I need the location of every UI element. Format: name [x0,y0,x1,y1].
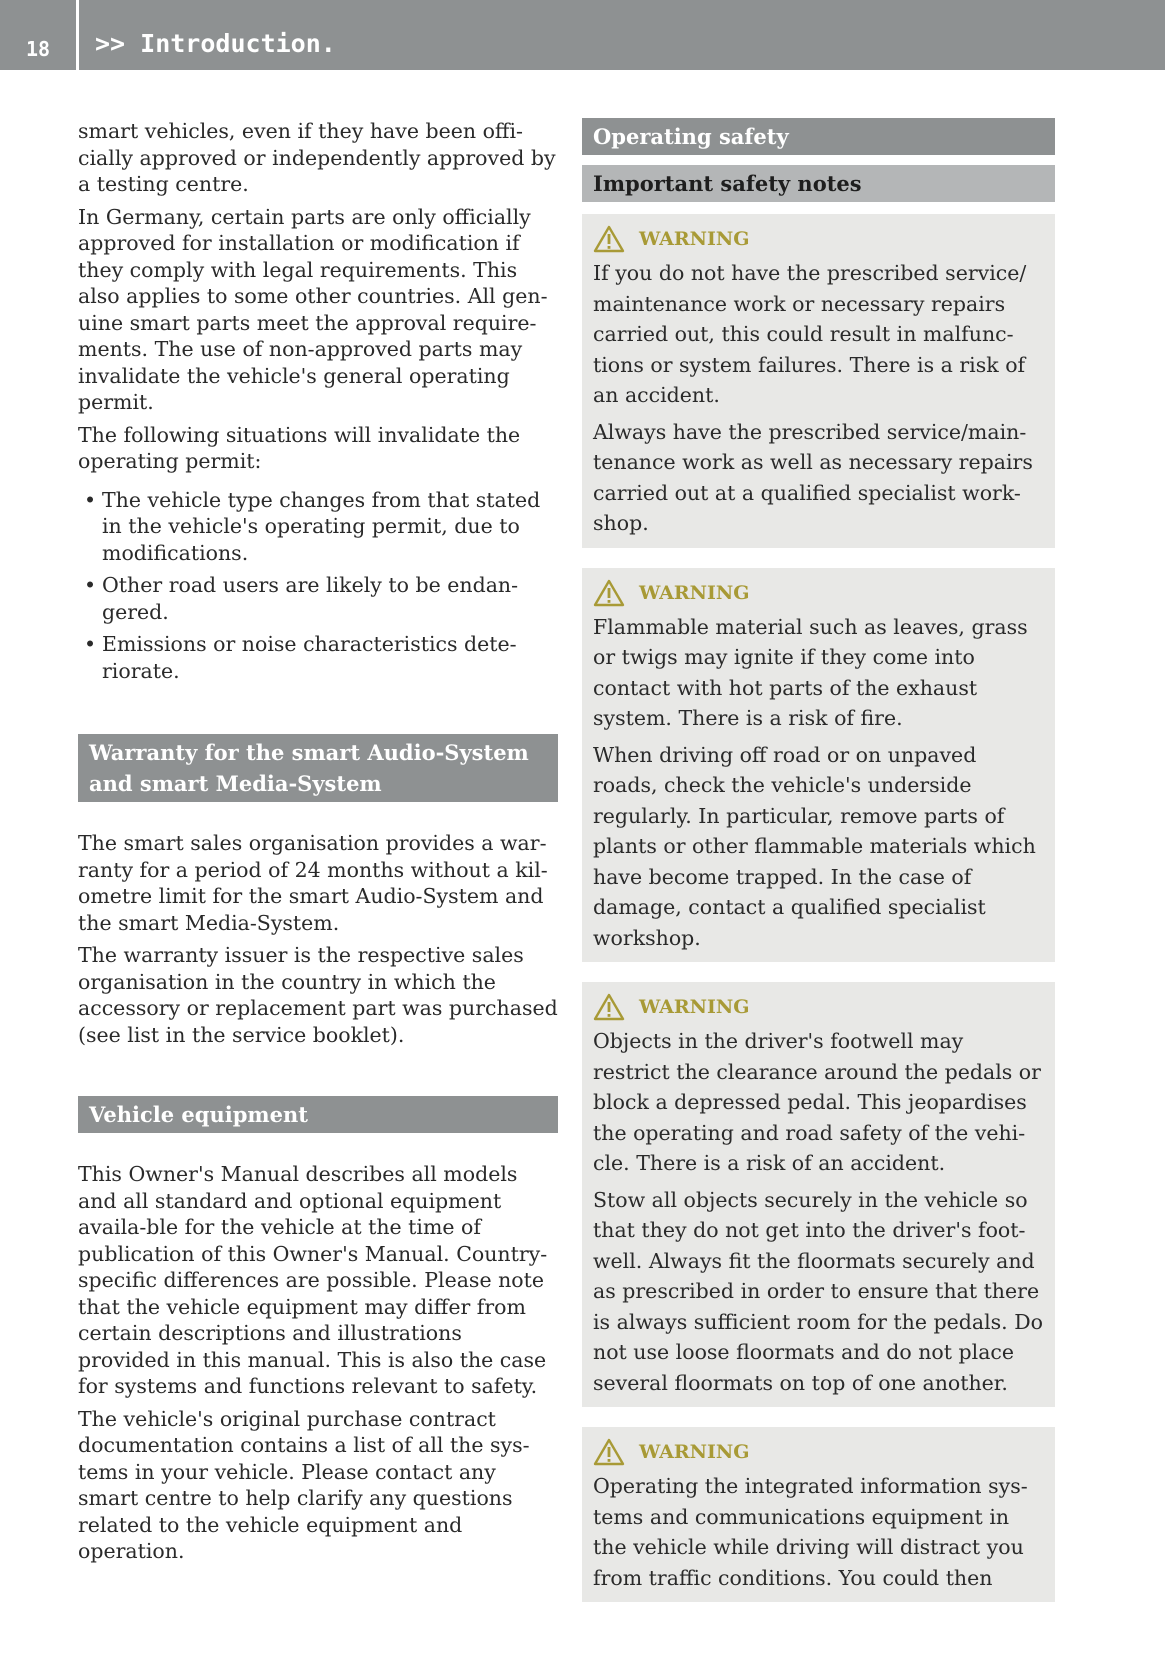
bullet-item: • The vehicle type changes from that stated in the vehicle's operating permit, due to modifications. [78,487,558,567]
warning-label: WARNING [639,228,750,250]
warning-text: Objects in the driver's footwell may restrict the clearance around the pedals or block a depressed pedal. This jeopardises the operating and road safety of the vehi-cle. There is a risk of an accident. [593,1029,1041,1175]
warning-text: Always have the prescribed service/main-tenance work as well as necessary repairs carried out at a qualified specialist work-shop. [593,419,1033,535]
warning-triangle-icon [593,1438,625,1466]
bullet-item: • Emissions or noise characteristics dete-riorate. [78,631,558,684]
subsection-heading-safety-notes: Important safety notes [582,165,1055,202]
warning-box [582,982,1055,1407]
section-heading-operating-safety: Operating safety [582,118,1055,155]
paragraph: smart vehicles, even if they have been offi-cially approved or independently approved by a testing centre. [78,119,556,196]
warning-label: WARNING [639,1441,750,1463]
warning-triangle-icon [593,225,625,253]
warning-box [582,568,1055,963]
warning-title [593,224,1044,254]
paragraph: The vehicle's original purchase contract documentation contains a list of all the sys-tems in your vehicle. Please contact any smart centre to help clarify any questions related to the vehicle equipment and operation. [78,1406,530,1563]
warning-label: WARNING [639,581,750,604]
paragraph: The following situations will invalidate the operating permit: [78,422,521,473]
section-heading-warranty: Warranty for the smart Audio-System and smart Media-System [78,734,558,802]
warning-title [593,578,1044,608]
paragraph: In Germany, certain parts are only officially approved for installation or modification if they comply with legal requirements. This also applies to some other countries. All gen-uine smart parts meet the approval require-ments. The use of non-approved parts may invalidate the vehicle's general operating permit. [78,204,548,414]
warning-box [582,1427,1055,1602]
chapter-title: >> Introduction. [95,29,336,58]
warning-title [593,992,1044,1022]
left-column [78,118,558,1571]
warning-text: If you do not have the prescribed service/ maintenance work or necessary repairs carried out, this could result in malfunc-tions or system failures. There is a risk of an accident. [593,261,1027,407]
paragraph: This Owner's Manual describes all models and all standard and optional equipment availa-ble for the vehicle at the time of publication of this Owner's Manual. Country-specific differences are possible. Please note that the vehicle equipment may differ from certain descriptions and illustrations provided in this manual. This is also the case for systems and functions relevant to safety. [78,1162,548,1398]
bullet-list [78,487,558,685]
paragraph: The smart sales organisation provides a war-ranty for a period of 24 months without a kil-ometre limit for the smart Audio-System and the smart Media-System. [78,831,548,935]
warning-triangle-icon [593,579,625,607]
bullet-item: • Other road users are likely to be endan-gered. [78,572,558,625]
warning-title [593,1437,1044,1467]
paragraph: The warranty issuer is the respective sales organisation in the country in which the accessory or replacement part was purchased (see list in the service booklet). [78,943,558,1047]
header-divider [76,0,79,70]
warning-text: Operating the integrated information sys-tems and communications equipment in the vehicle while driving will distract you from traffic conditions. You could then [593,1474,1028,1590]
right-column [582,118,1055,1602]
warning-triangle-icon [593,993,625,1021]
section-heading-vehicle-equipment: Vehicle equipment [78,1096,558,1133]
warning-label: WARNING [639,996,750,1018]
warning-text: Stow all objects securely in the vehicle so that they do not get into the driver's foot-well. Always fit the floormats securely and as prescribed in order to ensure that there is always sufficient room for the pedals. Do not use loose floormats and do not place several floormats on top of one another. [593,1187,1043,1395]
page-number: 18 [25,37,51,61]
warning-text: When driving off road or on unpaved roads, check the vehicle's underside regularly. In particular, remove parts of plants or other flammable materials which have become trapped. In the case of damage, contact a qualified specialist workshop. [593,742,1036,950]
page-header [0,0,1165,70]
warning-box [582,214,1055,548]
warning-text: Flammable material such as leaves, grass or twigs may ignite if they come into contact with hot parts of the exhaust system. There is a risk of fire. [593,614,1028,730]
